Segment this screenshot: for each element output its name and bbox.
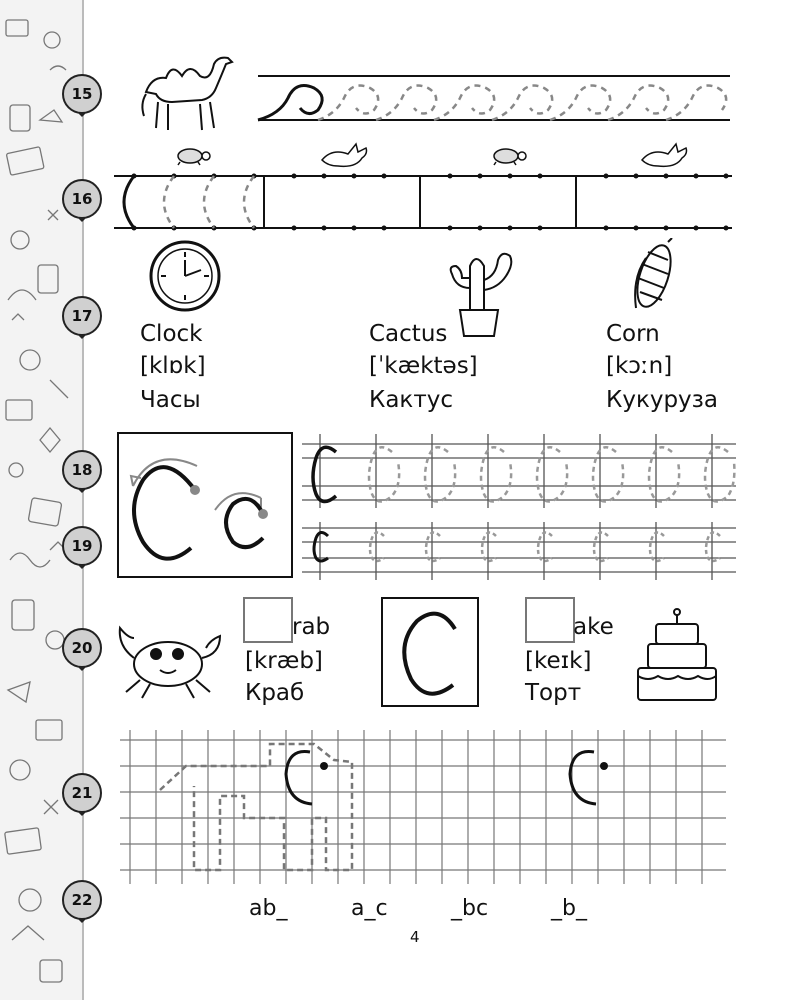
- word-english: Cactus: [369, 321, 448, 347]
- word-russian: Кактус: [369, 387, 453, 413]
- page-number: 4: [410, 928, 420, 946]
- exercise-number-badge: 18: [62, 450, 102, 496]
- letter-input-box[interactable]: [525, 597, 575, 643]
- crab-icon: [110, 618, 226, 700]
- exercise-number-badge: 20: [62, 628, 102, 674]
- drawing-grid: [120, 730, 728, 886]
- word-russian: Кукуруза: [606, 387, 718, 413]
- blank-item: ab_: [249, 896, 288, 921]
- cake-icon: [634, 606, 720, 706]
- doodle-pattern-icon: [0, 0, 82, 1000]
- turtle-icon: [170, 144, 212, 166]
- word-ending: ake: [573, 614, 614, 640]
- decorative-sidebar: [0, 0, 84, 1000]
- exercise-number-badge: 15: [62, 74, 102, 120]
- word-ending: rab: [292, 614, 331, 640]
- word-transcription: [klɒk]: [140, 353, 206, 379]
- word-russian: Краб: [245, 680, 305, 706]
- word-transcription: [kɔːn]: [606, 353, 673, 379]
- blank-item: a_c: [351, 896, 388, 921]
- word-transcription: [ˈkæktəs]: [369, 353, 478, 379]
- arc-tracing-row: [112, 170, 738, 234]
- letter-sample-box: [117, 432, 293, 578]
- word-transcription: [kræb]: [245, 648, 323, 674]
- letter-c-big-icon: [383, 599, 477, 705]
- big-letter-box: [381, 597, 479, 707]
- word-english: Clock: [140, 321, 203, 347]
- camel-icon: [138, 52, 242, 132]
- turtle-icon: [486, 144, 528, 166]
- corn-icon: [628, 238, 678, 312]
- word-transcription: [keɪk]: [525, 648, 592, 674]
- letter-c-sample-icon: [119, 434, 291, 576]
- letter-c-tracing-lines: [302, 430, 736, 590]
- exercise-number-badge: 19: [62, 526, 102, 572]
- word-russian: Торт: [525, 680, 582, 706]
- rabbit-icon: [636, 140, 692, 168]
- exercise-number-badge: 22: [62, 880, 102, 926]
- rabbit-icon: [316, 140, 372, 168]
- spiral-tracing-row: [254, 70, 734, 126]
- exercise-number-badge: 17: [62, 296, 102, 342]
- cactus-icon: [436, 236, 520, 340]
- exercise-number-badge: 16: [62, 179, 102, 225]
- exercise-number-badge: 21: [62, 773, 102, 819]
- blank-item: _b_: [551, 896, 587, 921]
- clock-icon: [144, 240, 226, 312]
- word-russian: Часы: [140, 387, 201, 413]
- blank-item: _bc: [451, 896, 489, 921]
- word-english: Corn: [606, 321, 660, 347]
- letter-input-box[interactable]: [243, 597, 293, 643]
